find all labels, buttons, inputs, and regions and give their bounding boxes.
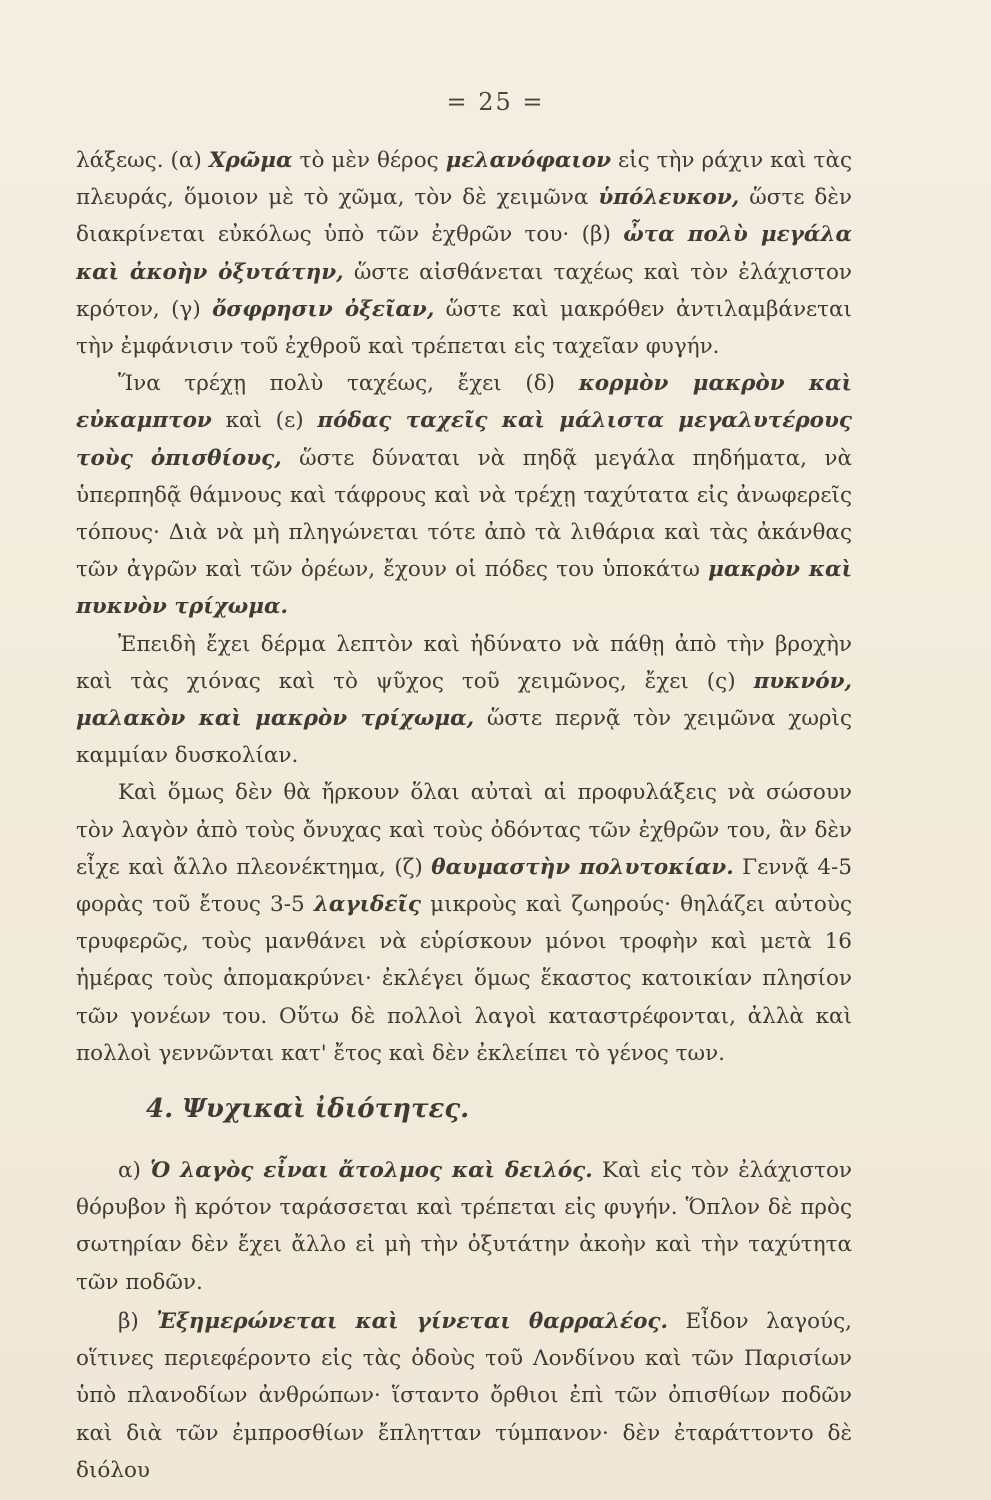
emphasis: λαγιδεῖς xyxy=(313,892,421,918)
text: ὥστε καὶ μακρόθεν ἀντιλαμβάνεται τὴν ἐμφάνισιν τοῦ ἐχθροῦ καὶ τρέπεται εἰς ταχεῖαν φυγήν. xyxy=(76,296,852,360)
emphasis: ὄσφρησιν ὀξεῖαν, xyxy=(212,296,435,322)
emphasis: Ὁ λαγὸς εἶναι ἄτολμος καὶ δειλός. xyxy=(150,1158,593,1184)
paragraph-fur xyxy=(76,626,852,775)
emphasis: ὑπόλευκον, xyxy=(598,185,740,211)
text: τὸ μὲν θέρος xyxy=(292,148,446,173)
paragraph-fertility xyxy=(76,774,852,1072)
text: ὥστε περνᾷ τὸν χειμῶνα χωρὶς καμμίαν δυσκολίαν. xyxy=(76,706,853,769)
emphasis: μελανόφαιον xyxy=(445,148,612,173)
emphasis: πόδας ταχεῖς καὶ μάλιστα μεγαλυτέρους τοὺς ὀπισθίους, xyxy=(76,408,852,471)
text: Εἶδον λαγούς, οἵτινες περιεφέροντο εἰς τὰς ὁδοὺς τοῦ Λονδίνου καὶ τῶν Παρισίων ὑπὸ πλανοδίων ἀνθρώπων· ἵσταντο ὄρθιοι ἐπὶ τῶν ὀπισθίων ποδῶν καὶ διὰ τῶν ἐμπροσθίων ἔπλητταν τύμπανον· δὲν ἐταράττοντο δὲ διόλου xyxy=(76,1308,852,1483)
page-number: = 25 = xyxy=(446,88,545,116)
text: καὶ (ε) xyxy=(211,408,318,434)
emphasis: μακρὸν καὶ πυκνὸν τρίχωμα. xyxy=(76,557,852,620)
emphasis: κορμὸν μακρὸν καὶ εὐκαμπτον xyxy=(76,371,852,434)
paragraph-tame xyxy=(76,1303,852,1489)
emphasis: πυκνόν, μαλακὸν καὶ μακρὸν τρίχωμα, xyxy=(76,668,852,732)
emphasis: ὦτα πολὺ μεγάλα καὶ ἀκοὴν ὀξυτάτην, xyxy=(76,222,853,285)
text: Καὶ ὅμως δὲν θὰ ἤρκουν ὅλαι αὐταὶ αἱ προφυλάξεις νὰ σώσουν τὸν λαγὸν ἀπὸ τοὺς ὄνυχας καὶ τοὺς ὀδόντας τῶν ἐχθρῶν του, ἂν δὲν εἶχε καὶ ἄλλο πλεονέκτημα, (ζ) xyxy=(76,780,852,880)
text: ὥστε δύναται νὰ πηδᾷ μεγάλα πηδήματα, νὰ ὑπερπηδᾷ θάμνους καὶ τάφρους καὶ νὰ τρέχῃ ταχύτατα εἰς ἀνωφερεῖς τόπους· Διὰ νὰ μὴ πληγώνεται τότε ἀπὸ τὰ λιθάρια καὶ τὰς ἀκάνθας τῶν ἀγρῶν καὶ τῶν ὀρέων, ἔχουν οἱ πόδες του ὑποκάτω xyxy=(76,445,852,583)
emphasis: θαυμαστὴν πολυτοκίαν. xyxy=(431,854,734,880)
text: β) xyxy=(118,1308,157,1334)
section-heading: 4. Ψυχικαὶ ἰδιότητες. xyxy=(146,1094,470,1125)
text: εἰς τὴν ράχιν καὶ τὰς πλευράς, ὅμοιον μὲ τὸ χῶμα, τὸν δὲ χειμῶνα xyxy=(76,148,853,211)
text: ὥστε δὲν διακρίνεται εὐκόλως ὑπὸ τῶν ἐχθρῶν του· (β) xyxy=(76,185,852,248)
text: α) xyxy=(118,1158,151,1184)
paragraph-timid xyxy=(76,1152,852,1301)
text: Γεννᾷ 4-5 φορὰς τοῦ ἔτους 3-5 xyxy=(76,854,853,918)
paragraph-running xyxy=(76,365,852,625)
emphasis: Χρῶμα xyxy=(208,148,293,173)
text: λάξεως. (α) xyxy=(76,148,209,173)
text: μικροὺς καὶ ζωηρούς· θηλάζει αὐτοὺς τρυφερῶς, τοὺς μανθάνει νὰ εὑρίσκουν μόνοι τροφὴν καὶ μετὰ 16 ἡμέρας τοὺς ἀπομακρύνει· ἐκλέγει ὅμως ἕκαστος κατοικίαν πλησίον τῶν γονέων του. Οὕτω δὲ πολλοὶ λαγοὶ καταστρέφονται, ἀλλὰ καὶ πολλοὶ γεννῶνται κατ' ἔτος καὶ δὲν ἐκλείπει τὸ γένος των. xyxy=(76,892,852,1066)
text: ὥστε αἰσθάνεται ταχέως καὶ τὸν ἐλάχιστον κρότον, (γ) xyxy=(76,259,853,322)
text: Ἵνα τρέχῃ πολὺ ταχέως, ἔχει (δ) xyxy=(118,371,579,397)
text: Ἐπειδὴ ἔχει δέρμα λεπτὸν καὶ ἠδύνατο νὰ πάθῃ ἀπὸ τὴν βροχὴν καὶ τὰς χιόνας καὶ τὸ ψῦχος τοῦ χειμῶνος, ἔχει (ς) xyxy=(76,631,852,694)
text: Καὶ εἰς τὸν ἐλάχιστον θόρυβον ἢ κρότον ταράσσεται καὶ τρέπεται εἰς φυγήν. Ὅπλον δὲ πρὸς σωτηρίαν δὲν ἔχει ἄλλο εἰ μὴ τὴν ὀξυτάτην ἀκοὴν καὶ τὴν ταχύτητα τῶν ποδῶν. xyxy=(76,1158,852,1295)
emphasis: Ἐξημερώνεται καὶ γίνεται θαρραλέος. xyxy=(156,1308,669,1334)
body-text xyxy=(76,142,852,1489)
paragraph-physical-traits xyxy=(76,142,852,365)
